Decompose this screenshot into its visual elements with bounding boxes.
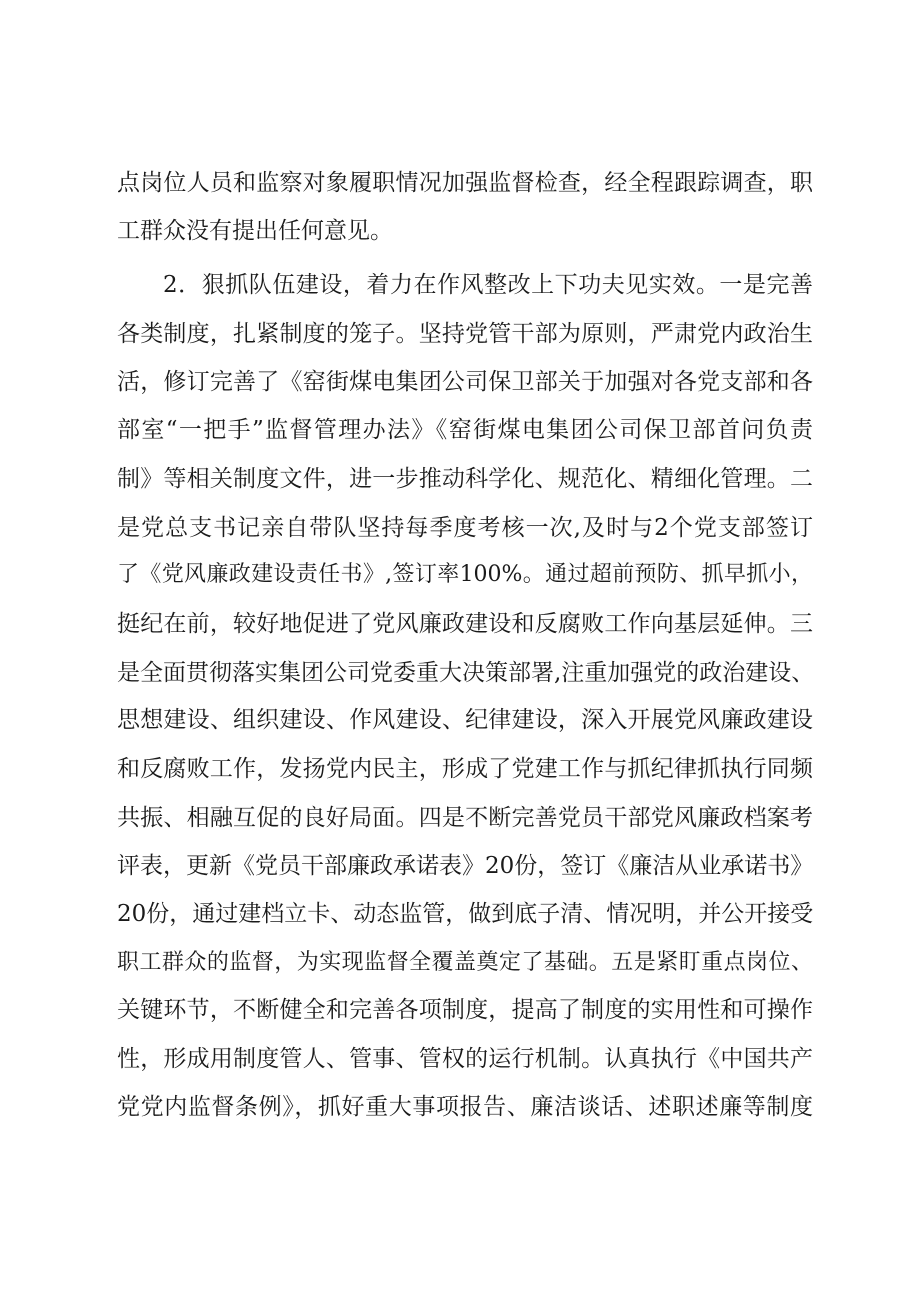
text-line: 评表，更新《党员干部廉政承诺表》20份，签订《廉洁从业承诺书》 [117,853,814,879]
text-line: 共振、相融互促的良好局面。四是不断完善党员干部党风廉政档案考 [117,805,813,831]
text-line: 各类制度，扎紧制度的笼子。坚持党管干部为原则，严肃党内政治生 [117,321,813,347]
text-line: 活，修订完善了《窑街煤电集团公司保卫部关于加强对各党支部和各 [117,369,813,395]
text-line: 思想建设、组织建设、作风建设、纪律建设，深入开展党风廉政建设 [117,707,813,733]
text-line: 是党总支书记亲自带队坚持每季度考核一次,及时与2个党支部签订 [117,515,813,541]
text-line: 党党内监督条例》，抓好重大事项报告、廉洁谈话、述职述廉等制度 [117,1094,813,1120]
text-line: 和反腐败工作，发扬党内民主，形成了党建工作与抓纪律抓执行同频 [117,756,813,782]
text-line: 制》等相关制度文件，进一步推动科学化、规范化、精细化管理。二 [117,466,813,492]
text-line: 性，形成用制度管人、管事、管权的运行机制。认真执行《中国共产 [117,1046,813,1072]
text-line: 关键环节，不断健全和完善各项制度，提高了制度的实用性和可操作 [117,997,813,1023]
text-line: 工群众没有提出任何意见。 [117,218,393,244]
text-line: 职工群众的监督，为实现监督全覆盖奠定了基础。五是紧盯重点岗位、 [117,950,813,975]
text-line: 2．狠抓队伍建设，着力在作风整改上下功夫见实效。一是完善 [163,272,813,298]
text-line: 点岗位人员和监察对象履职情况加强监督检查，经全程跟踪调查，职 [117,170,813,196]
text-line: 挺纪在前，较好地促进了党风廉政建设和反腐败工作向基层延伸。三 [117,611,813,637]
text-line: 部室“一把手”监督管理办法》《窑街煤电集团公司保卫部首问负责 [117,417,813,443]
text-line: 是全面贯彻落实集团公司党委重大决策部署,注重加强党的政治建设、 [117,660,815,686]
text-line: 了《党风廉政建设责任书》,签订率100%。通过超前预防、抓早抓小， [117,562,813,587]
text-line: 20份，通过建档立卡、动态监管，做到底子清、情况明，并公开接受 [117,901,814,927]
